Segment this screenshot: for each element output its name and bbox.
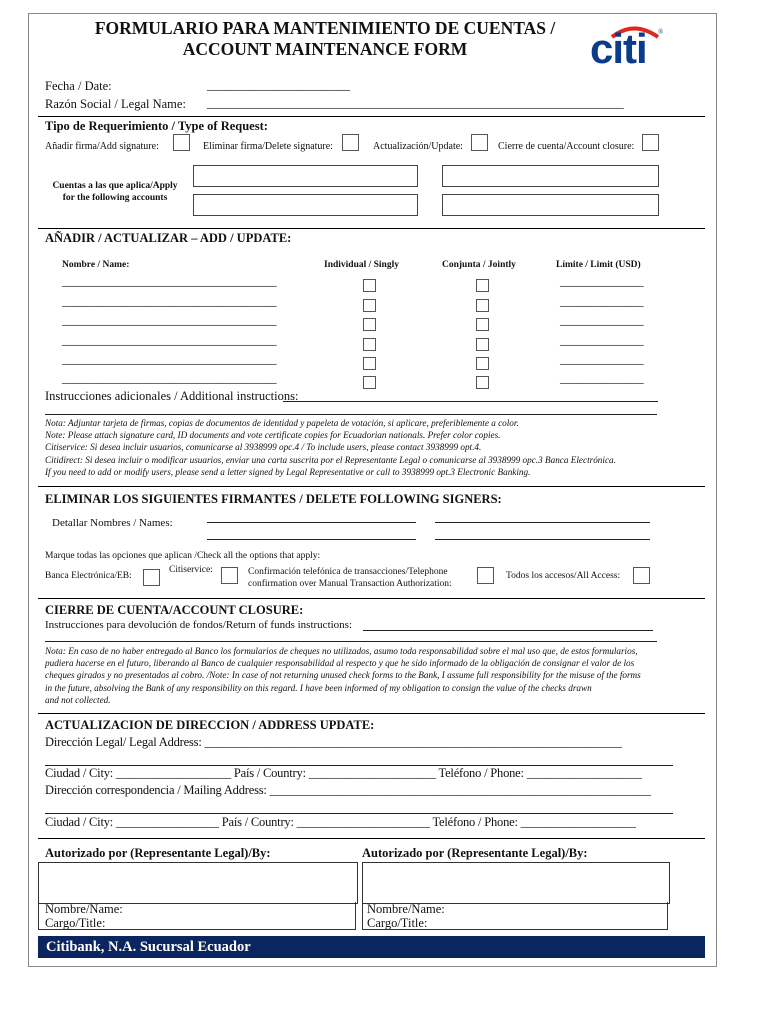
note-line: Note: Please attach signature card, ID documents and vote certificate copies for Ecuadorian nationals. Prefer color copies. [45,430,501,441]
add-signature-label: Añadir firma/Add signature: [45,141,159,152]
limit-field[interactable]: ______________ [560,352,644,366]
return-funds-line[interactable] [363,630,653,631]
mailing-address-field[interactable]: Dirección correspondencia / Mailing Address: _______________________________________________________________ [45,783,651,797]
note-line: cheques girados y no presentados al cobro. /Note: In case of not returning unused check forms to the Bank, I assume full responsibility for the misuse of the forms [45,670,641,681]
name-label-left: Nombre/Name: [45,902,123,916]
limit-field[interactable]: ______________ [560,371,644,385]
names-label: Detallar Nombres / Names: [52,517,173,529]
delete-name-line-1[interactable] [207,522,416,523]
phone-confirmation-line1: Confirmación telefónica de transacciones/Telephone [248,567,448,577]
phone-confirmation-label [248,566,452,590]
additional-instructions-label: Instrucciones adicionales / Additional instructions: [45,389,299,403]
add-update-heading: AÑADIR / ACTUALIZAR – ADD / UPDATE: [45,231,292,245]
city-row-1[interactable]: Ciudad / City: ___________________ País / Country: _____________________ Teléfono / Phone: ___________________ [45,766,642,780]
authorized-left-label: Autorizado por (Representante Legal)/By: [45,846,271,860]
return-funds-label: Instrucciones para devolución de fondos/Return of funds instructions: [45,619,353,631]
accounts-label-line2: for the following accounts [62,193,168,203]
joint-checkbox[interactable] [476,338,489,351]
signature-box-right[interactable] [362,862,670,904]
account-closure-label: Cierre de cuenta/Account closure: [498,141,635,152]
delete-signers-heading: ELIMINAR LOS SIGUIENTES FIRMANTES / DELETE FOLLOWING SIGNERS: [45,492,502,506]
account-input-1[interactable] [193,165,418,187]
legal-name-field[interactable]: ______________________________________________________________________ [207,96,624,110]
joint-checkbox[interactable] [476,318,489,331]
delete-name-line-2[interactable] [435,522,650,523]
divider [38,116,705,117]
check-all-label: Marque todas las opciones que aplican /Check all the options that apply: [45,551,321,561]
additional-instructions-line[interactable] [283,401,658,402]
mailing-address-line-2[interactable] [45,813,673,814]
signer-info-left [38,902,356,930]
individual-checkbox[interactable] [363,357,376,370]
divider [38,713,705,714]
date-field[interactable]: ________________________ [207,78,350,92]
eb-label: Banca Electrónica/EB: [45,571,132,581]
citiservice-label: Citiservice: [169,565,213,575]
citiservice-checkbox[interactable] [221,567,238,584]
add-signature-checkbox[interactable] [173,134,190,151]
phone-confirmation-checkbox[interactable] [477,567,494,584]
closure-notes [45,645,641,706]
form-title-line1: FORMULARIO PARA MANTENIMIENTO DE CUENTAS / [94,18,556,38]
accounts-label-line1: Cuentas a las que aplica/Apply [52,181,178,191]
title-label-right: Cargo/Title: [367,916,428,930]
col-individual-header: Individual / Singly [324,260,399,270]
request-type-heading: Tipo de Requerimiento / Type of Request: [45,119,268,133]
divider [38,598,705,599]
city-row-2[interactable]: Ciudad / City: _________________ País / Country: ______________________ Teléfono / Phone: ___________________ [45,815,636,829]
col-limit-header: Límite / Limit (USD) [556,260,641,270]
delete-name-line-3[interactable] [207,539,416,540]
joint-checkbox[interactable] [476,376,489,389]
note-line: pudiera hacerse en el futuro, liberando al Banco de cualquier responsabilidad al respecto y que he sido informado de la obligación de consignar el valor de los [45,658,635,669]
form-title-line2: ACCOUNT MAINTENANCE FORM [182,39,468,59]
all-access-label: Todos los accesos/All Access: [506,571,621,581]
col-joint-header: Conjunta / Jointly [442,260,516,270]
add-update-notes [45,417,616,478]
legal-address-field[interactable]: Dirección Legal/ Legal Address: _____________________________________________________________________ [45,735,622,749]
note-line: in the future, absolving the Bank of any responsibility on this regard. I have been informed of my obligation to consign the value of the checks drawn [45,682,592,693]
signer-name-field[interactable]: ____________________________________ [62,333,277,347]
note-line: Citiservice: Si desea incluir usuarios, comunicarse al 3938999 opc.4 / To include users, please contact 3938999 opt.4. [45,442,482,453]
form-title [60,18,590,60]
divider [38,486,705,487]
limit-field[interactable]: ______________ [560,274,644,288]
individual-checkbox[interactable] [363,338,376,351]
note-line: If you need to add or modify users, please send a letter signed by Legal Representative or call to 3938999 opt.3 Electronic Banking. [45,466,531,477]
address-heading: ACTUALIZACION DE DIRECCION / ADDRESS UPDATE: [45,718,375,732]
return-funds-line-2[interactable] [45,641,657,642]
account-closure-checkbox[interactable] [642,134,659,151]
delete-signature-label: Eliminar firma/Delete signature: [203,141,333,152]
footer-text: Citibank, N.A. Sucursal Ecuador [46,939,251,955]
col-name-header: Nombre / Name: [62,260,130,270]
authorized-right-label: Autorizado por (Representante Legal)/By: [362,846,588,860]
delete-name-line-4[interactable] [435,539,650,540]
note-line: Nota: En caso de no haber entregado al Banco los formularios de cheques no utilizados, asumo toda responsabilidad sobre el mal uso que, de estos formularios, [45,646,638,656]
signer-name-field[interactable]: ____________________________________ [62,352,277,366]
phone-confirmation-line2: confirmation over Manual Transaction Authorization: [248,579,452,589]
citi-logo [590,22,666,70]
all-access-checkbox[interactable] [633,567,650,584]
signer-name-field[interactable]: ____________________________________ [62,313,277,327]
account-input-3[interactable] [193,194,418,216]
name-label-right: Nombre/Name: [367,902,445,916]
update-label: Actualización/Update: [373,141,463,152]
closure-heading: CIERRE DE CUENTA/ACCOUNT CLOSURE: [45,603,304,617]
divider [38,838,705,839]
legal-name-label: Razón Social / Legal Name: [45,97,186,111]
citi-logo-text: citi [590,25,647,72]
update-checkbox[interactable] [471,134,488,151]
limit-field[interactable]: ______________ [560,294,644,308]
signer-name-field[interactable]: ____________________________________ [62,274,277,288]
joint-checkbox[interactable] [476,299,489,312]
limit-field[interactable]: ______________ [560,313,644,327]
title-label-left: Cargo/Title: [45,916,106,930]
footer-bar [38,936,705,958]
divider [38,228,705,229]
note-line: Nota: Adjuntar tarjeta de firmas, copias de documentos de identidad y papeleta de votación, si aplicare, preferiblemente a color. [45,418,519,428]
additional-instructions-line-2[interactable] [45,414,657,415]
individual-checkbox[interactable] [363,299,376,312]
individual-checkbox[interactable] [363,318,376,331]
account-input-4[interactable] [442,194,659,216]
joint-checkbox[interactable] [476,357,489,370]
limit-field[interactable]: ______________ [560,333,644,347]
account-input-2[interactable] [442,165,659,187]
note-line: and not collected. [45,694,111,705]
signer-info-right [362,902,668,930]
signature-box-left[interactable] [38,862,358,904]
individual-checkbox[interactable] [363,376,376,389]
note-line: Citidirect: Si desea incluir o modificar usuarios, enviar una carta suscrita por el Representante Legal o comunicarse al 3938999 opc.3 Banca Electrónica. [45,454,616,465]
eb-checkbox[interactable] [143,569,160,586]
signer-name-field[interactable]: ____________________________________ [62,371,277,385]
registered-mark: ® [658,28,664,36]
accounts-label [45,180,185,204]
delete-signature-checkbox[interactable] [342,134,359,151]
signer-name-field[interactable]: ____________________________________ [62,294,277,308]
individual-checkbox[interactable] [363,279,376,292]
joint-checkbox[interactable] [476,279,489,292]
date-label: Fecha / Date: [45,79,112,93]
